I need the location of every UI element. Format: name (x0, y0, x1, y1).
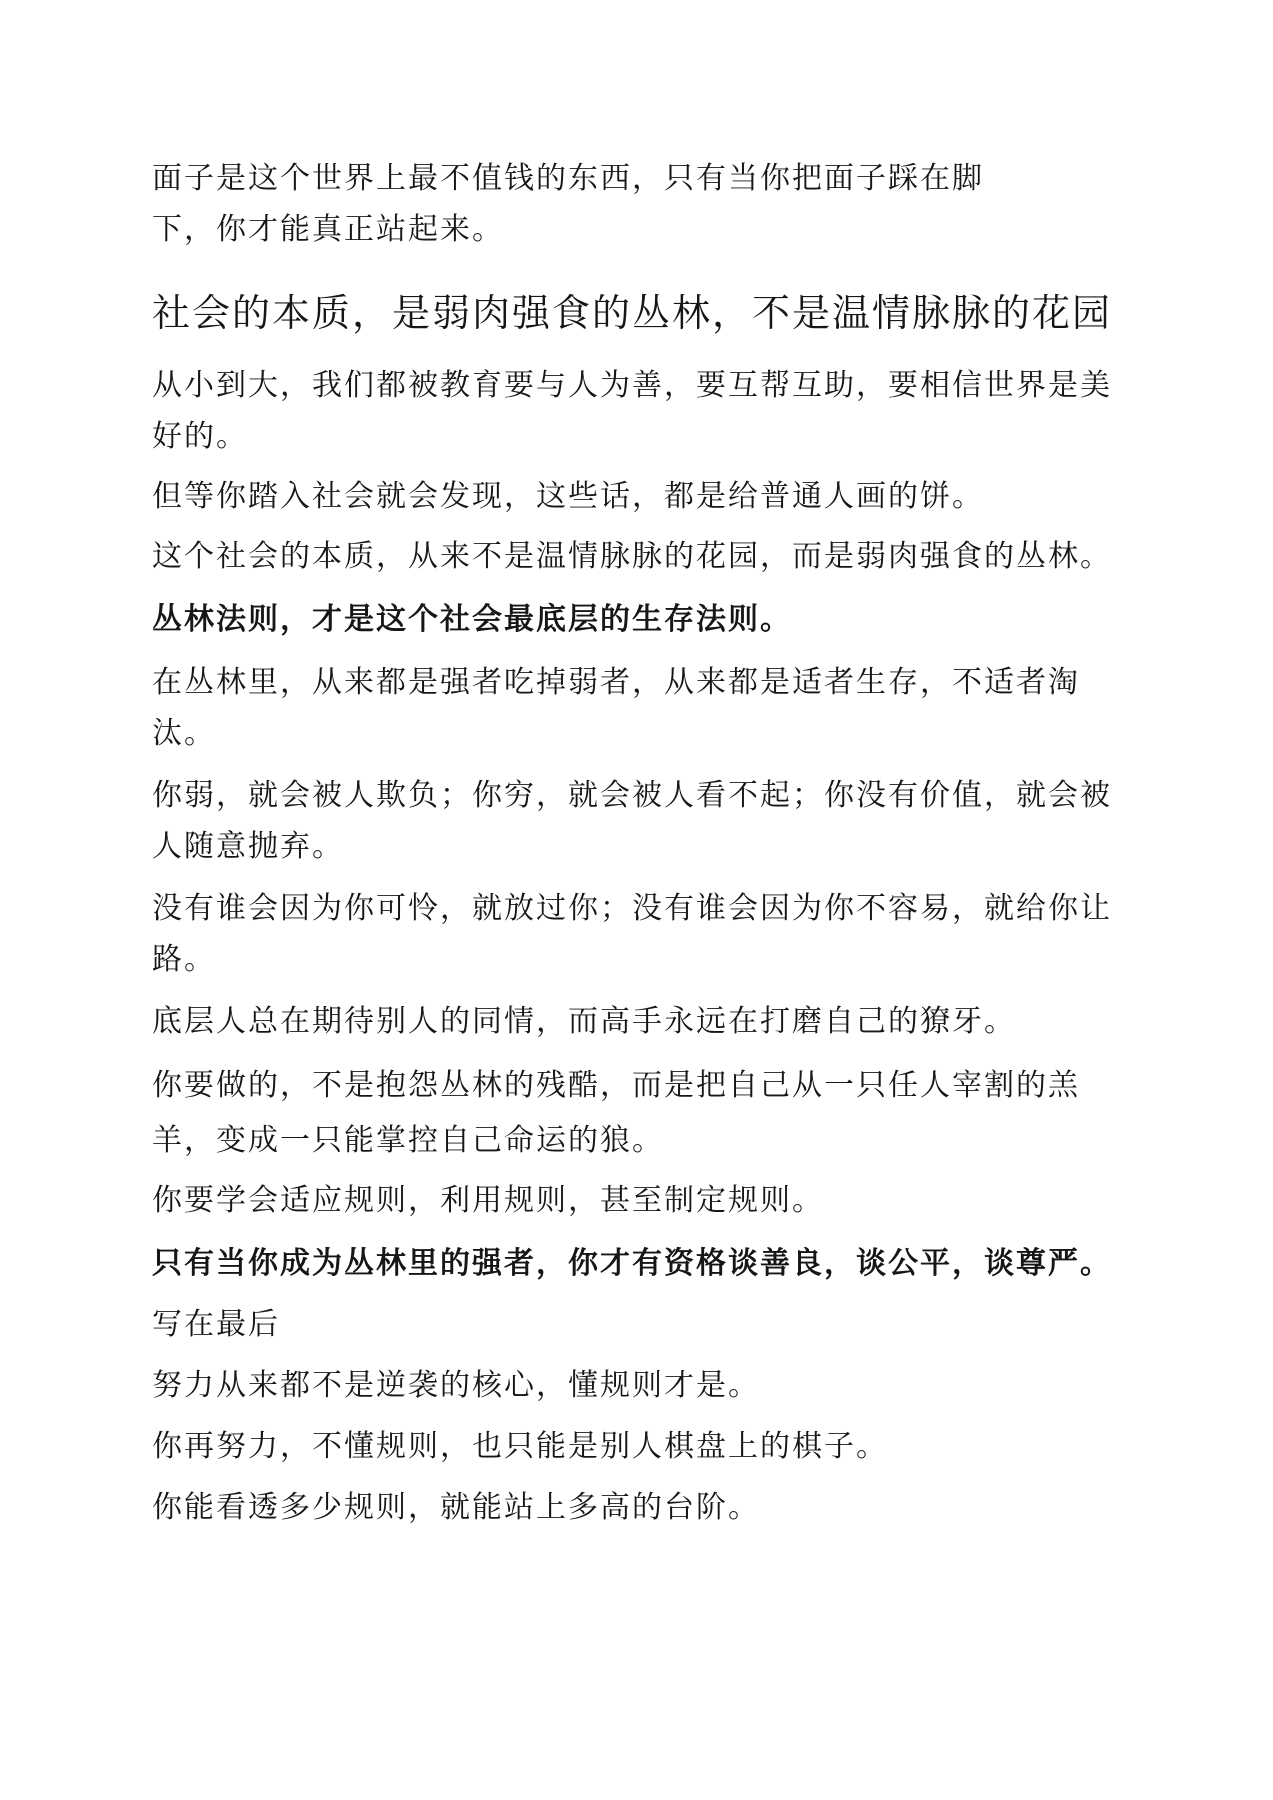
body-paragraph: 但等你踏入社会就会发现，这些话，都是给普通人画的饼。 (152, 479, 984, 514)
emphasis-paragraph: 只有当你成为丛林里的强者，你才有资格谈善良，谈公平，谈尊严。 (152, 1246, 1112, 1281)
section-heading: 社会的本质，是弱肉强食的丛林，不是温情脉脉的花园 (152, 291, 1113, 335)
body-paragraph: 底层人总在期待别人的同情，而高手永远在打磨自己的獠牙。 (152, 1004, 1016, 1039)
body-paragraph: 你弱，就会被人欺负；你穷，就会被人看不起；你没有价值，就会被人随意抛弃。 (152, 778, 1112, 864)
closing-paragraph: 你再努力，不懂规则，也只能是别人棋盘上的棋子。 (152, 1429, 888, 1464)
article-body (152, 153, 1132, 1533)
closing-paragraph: 努力从来都不是逆袭的核心，懂规则才是。 (152, 1368, 760, 1403)
closing-paragraph: 你能看透多少规则，就能站上多高的台阶。 (152, 1490, 760, 1525)
body-paragraph: 没有谁会因为你可怜，就放过你；没有谁会因为你不容易，就给你让路。 (152, 891, 1112, 977)
body-paragraph: 这个社会的本质，从来不是温情脉脉的花园，而是弱肉强食的丛林。 (152, 539, 1112, 574)
body-paragraph: 在丛林里，从来都是强者吃掉弱者，从来都是适者生存，不适者淘汰。 (152, 665, 1080, 751)
closing-heading: 写在最后 (152, 1307, 280, 1342)
intro-paragraph: 面子是这个世界上最不值钱的东西，只有当你把面子踩在脚 下，你才能真正站起来。 (152, 161, 984, 247)
emphasis-paragraph: 丛林法则，才是这个社会最底层的生存法则。 (152, 602, 792, 637)
body-paragraph: 从小到大，我们都被教育要与人为善，要互帮互助，要相信世界是美好的。 (152, 368, 1112, 454)
body-paragraph: 你要学会适应规则，利用规则，甚至制定规则。 (152, 1183, 824, 1218)
body-paragraph: 你要做的，不是抱怨丛林的残酷，而是把自己从一只任人宰割的羔羊，变成一只能掌控自己命运的狼。 (152, 1068, 1080, 1158)
